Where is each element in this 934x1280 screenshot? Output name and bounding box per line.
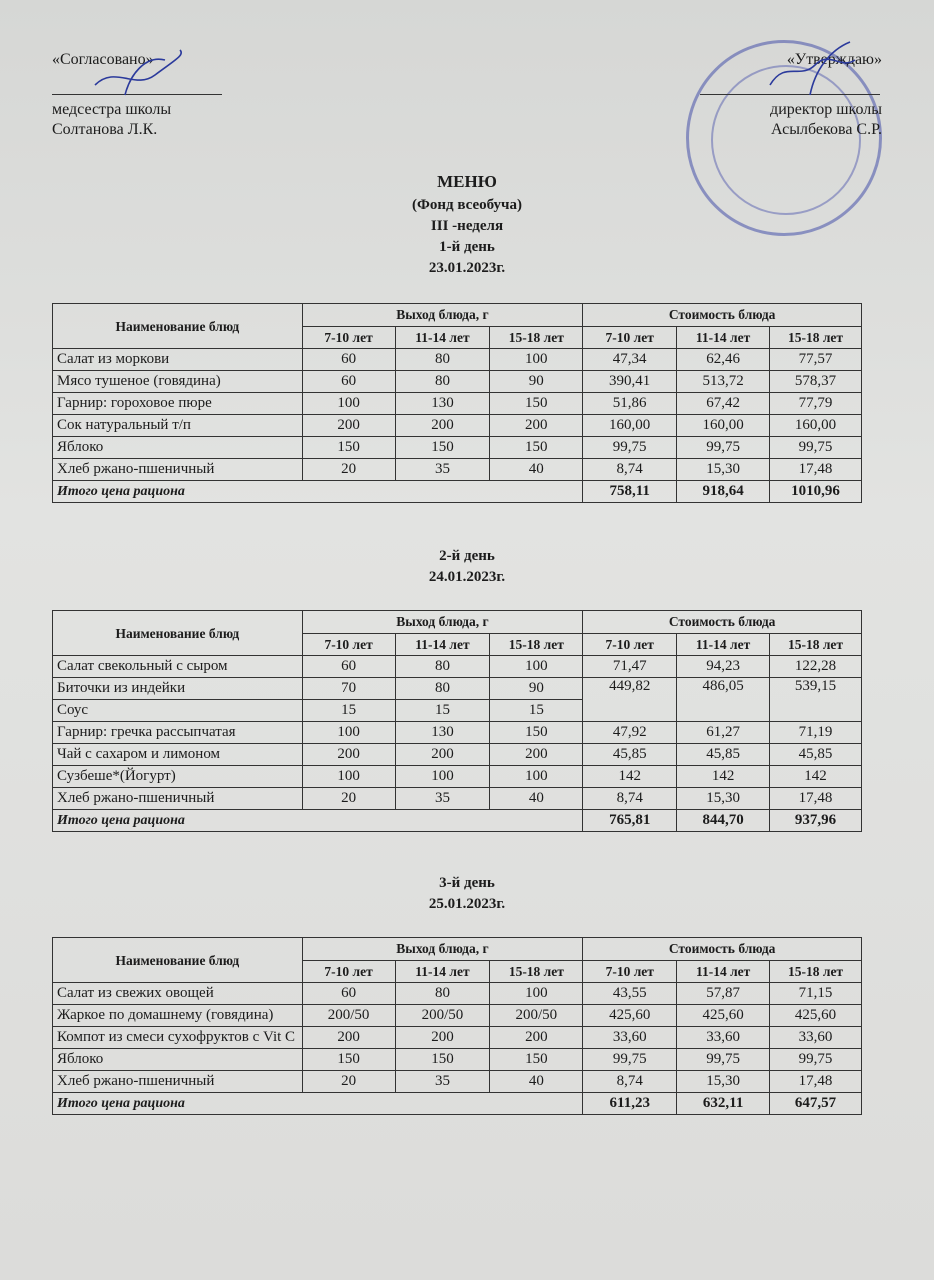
dish-name: Салат из свежих овощей bbox=[53, 983, 303, 1005]
yield-cell: 200 bbox=[302, 744, 395, 766]
cost-cell: 425,60 bbox=[770, 1005, 862, 1027]
yield-cell: 60 bbox=[302, 371, 395, 393]
week-label: III -неделя bbox=[430, 218, 504, 234]
yield-cell: 150 bbox=[490, 722, 583, 744]
dish-name: Яблоко bbox=[53, 437, 303, 459]
cost-cell: 142 bbox=[583, 766, 677, 788]
yield-cell: 80 bbox=[395, 656, 490, 678]
cost-cell: 8,74 bbox=[583, 788, 677, 810]
yield-header: Выход блюда, г bbox=[302, 611, 583, 634]
cost-header: Стоимость блюда bbox=[583, 611, 862, 634]
table-row bbox=[53, 678, 862, 700]
yield-cell: 20 bbox=[302, 1071, 395, 1093]
yield-cell: 200 bbox=[395, 415, 490, 437]
yield-cell: 60 bbox=[302, 656, 395, 678]
dish-name: Жаркое по домашнему (говядина) bbox=[53, 1005, 303, 1027]
yield-cell: 200 bbox=[490, 415, 583, 437]
cost-cell: 47,92 bbox=[583, 722, 677, 744]
yield-cell: 20 bbox=[302, 788, 395, 810]
cost-header: Стоимость блюда bbox=[583, 938, 862, 961]
yield-cell: 70 bbox=[302, 678, 395, 700]
menu-table-day-2 bbox=[52, 610, 862, 832]
cost-cell: 17,48 bbox=[770, 1071, 862, 1093]
dish-name: Чай с сахаром и лимоном bbox=[53, 744, 303, 766]
day-label: 2-й день bbox=[439, 548, 495, 564]
age-header: 11-14 лет bbox=[395, 633, 490, 656]
table-row bbox=[53, 459, 862, 481]
table-row bbox=[53, 722, 862, 744]
dish-name: Компот из смеси сухофруктов с Vit C bbox=[53, 1027, 303, 1049]
yield-cell: 200 bbox=[302, 1027, 395, 1049]
dish-header: Наименование блюд bbox=[53, 304, 303, 349]
table-row bbox=[53, 1049, 862, 1071]
yield-cell: 35 bbox=[395, 788, 490, 810]
cost-cell: 45,85 bbox=[770, 744, 862, 766]
yield-header: Выход блюда, г bbox=[302, 938, 583, 961]
cost-cell: 513,72 bbox=[677, 371, 770, 393]
cost-cell: 160,00 bbox=[677, 415, 770, 437]
yield-cell: 100 bbox=[302, 722, 395, 744]
total-cost: 918,64 bbox=[677, 481, 770, 503]
yield-cell: 200/50 bbox=[395, 1005, 490, 1027]
signature-nurse bbox=[85, 45, 195, 105]
cost-cell: 142 bbox=[770, 766, 862, 788]
yield-cell: 100 bbox=[395, 766, 490, 788]
cost-cell: 62,46 bbox=[677, 349, 770, 371]
table-row bbox=[53, 349, 862, 371]
total-cost: 765,81 bbox=[583, 810, 677, 832]
cost-cell: 43,55 bbox=[583, 983, 677, 1005]
yield-cell: 40 bbox=[490, 788, 583, 810]
total-label: Итого цена рациона bbox=[53, 810, 583, 832]
age-header: 15-18 лет bbox=[490, 960, 583, 983]
cost-cell: 33,60 bbox=[583, 1027, 677, 1049]
cost-cell: 449,82 bbox=[583, 678, 677, 722]
yield-cell: 150 bbox=[490, 1049, 583, 1071]
cost-cell: 99,75 bbox=[677, 1049, 770, 1071]
yield-cell: 100 bbox=[302, 766, 395, 788]
yield-cell: 200/50 bbox=[490, 1005, 583, 1027]
menu-table-day-1 bbox=[52, 303, 862, 503]
yield-cell: 150 bbox=[490, 393, 583, 415]
yield-cell: 100 bbox=[490, 766, 583, 788]
table-row bbox=[53, 656, 862, 678]
yield-cell: 100 bbox=[490, 349, 583, 371]
total-cost: 844,70 bbox=[677, 810, 770, 832]
total-cost: 758,11 bbox=[583, 481, 677, 503]
cost-cell: 17,48 bbox=[770, 788, 862, 810]
yield-cell: 35 bbox=[395, 1071, 490, 1093]
dish-name: Сузбеше*(Йогурт) bbox=[53, 766, 303, 788]
cost-cell: 99,75 bbox=[583, 437, 677, 459]
yield-cell: 90 bbox=[490, 678, 583, 700]
cost-cell: 61,27 bbox=[677, 722, 770, 744]
cost-cell: 94,23 bbox=[677, 656, 770, 678]
yield-cell: 200 bbox=[490, 744, 583, 766]
cost-header: Стоимость блюда bbox=[583, 304, 862, 327]
cost-cell: 45,85 bbox=[583, 744, 677, 766]
dish-name: Хлеб ржано-пшеничный bbox=[53, 788, 303, 810]
yield-cell: 80 bbox=[395, 983, 490, 1005]
cost-cell: 99,75 bbox=[770, 1049, 862, 1071]
yield-cell: 15 bbox=[395, 700, 490, 722]
nurse-name: Солтанова Л.К. bbox=[52, 121, 158, 138]
age-header: 7-10 лет bbox=[583, 960, 677, 983]
nurse-position: медсестра школы bbox=[52, 101, 172, 118]
total-cost: 632,11 bbox=[677, 1093, 770, 1115]
cost-cell: 578,37 bbox=[770, 371, 862, 393]
cost-cell: 15,30 bbox=[677, 459, 770, 481]
age-header: 7-10 лет bbox=[583, 326, 677, 349]
dish-name: Гарнир: гречка рассыпчатая bbox=[53, 722, 303, 744]
table-row bbox=[53, 1071, 862, 1093]
dish-name: Хлеб ржано-пшеничный bbox=[53, 459, 303, 481]
total-cost: 611,23 bbox=[583, 1093, 677, 1115]
yield-cell: 60 bbox=[302, 983, 395, 1005]
table-row bbox=[53, 983, 862, 1005]
cost-cell: 33,60 bbox=[770, 1027, 862, 1049]
day-date: 24.01.2023г. bbox=[428, 569, 506, 585]
yield-cell: 40 bbox=[490, 459, 583, 481]
yield-cell: 80 bbox=[395, 371, 490, 393]
yield-cell: 200 bbox=[395, 744, 490, 766]
cost-cell: 77,57 bbox=[770, 349, 862, 371]
yield-cell: 200 bbox=[395, 1027, 490, 1049]
cost-cell: 99,75 bbox=[677, 437, 770, 459]
cost-cell: 8,74 bbox=[583, 1071, 677, 1093]
dish-name: Сок натуральный т/п bbox=[53, 415, 303, 437]
cost-cell: 539,15 bbox=[770, 678, 862, 722]
total-label: Итого цена рациона bbox=[53, 481, 583, 503]
age-header: 11-14 лет bbox=[395, 326, 490, 349]
cost-cell: 45,85 bbox=[677, 744, 770, 766]
age-header: 7-10 лет bbox=[302, 633, 395, 656]
table-row bbox=[53, 766, 862, 788]
cost-cell: 15,30 bbox=[677, 1071, 770, 1093]
dish-name: Биточки из индейки bbox=[53, 678, 303, 700]
cost-cell: 99,75 bbox=[770, 437, 862, 459]
day-date: 25.01.2023г. bbox=[428, 896, 506, 912]
age-header: 11-14 лет bbox=[677, 960, 770, 983]
yield-cell: 130 bbox=[395, 722, 490, 744]
signature-director bbox=[760, 40, 870, 100]
yield-cell: 60 bbox=[302, 349, 395, 371]
table-row bbox=[53, 371, 862, 393]
yield-header: Выход блюда, г bbox=[302, 304, 583, 327]
yield-cell: 40 bbox=[490, 1071, 583, 1093]
age-header: 15-18 лет bbox=[770, 960, 862, 983]
yield-cell: 150 bbox=[395, 1049, 490, 1071]
cost-cell: 47,34 bbox=[583, 349, 677, 371]
cost-cell: 71,47 bbox=[583, 656, 677, 678]
yield-cell: 150 bbox=[302, 437, 395, 459]
age-header: 7-10 лет bbox=[583, 633, 677, 656]
day-date: 23.01.2023г. bbox=[428, 260, 506, 276]
cost-cell: 67,42 bbox=[677, 393, 770, 415]
yield-cell: 200 bbox=[302, 415, 395, 437]
dish-name: Салат из моркови bbox=[53, 349, 303, 371]
menu-table-day-3 bbox=[52, 937, 862, 1115]
total-row bbox=[53, 1093, 862, 1115]
cost-cell: 71,15 bbox=[770, 983, 862, 1005]
confirm-label: «Утверждаю» bbox=[786, 51, 882, 68]
table-row bbox=[53, 415, 862, 437]
day-label: 1-й день bbox=[439, 239, 495, 255]
dish-name: Яблоко bbox=[53, 1049, 303, 1071]
cost-cell: 57,87 bbox=[677, 983, 770, 1005]
age-header: 11-14 лет bbox=[677, 326, 770, 349]
director-name: Асылбекова С.Р. bbox=[771, 121, 882, 138]
director-position: директор школы bbox=[770, 101, 882, 118]
table-row bbox=[53, 1027, 862, 1049]
cost-cell: 390,41 bbox=[583, 371, 677, 393]
cost-cell: 17,48 bbox=[770, 459, 862, 481]
yield-cell: 20 bbox=[302, 459, 395, 481]
yield-cell: 15 bbox=[302, 700, 395, 722]
table-row bbox=[53, 393, 862, 415]
age-header: 11-14 лет bbox=[395, 960, 490, 983]
total-cost: 937,96 bbox=[770, 810, 862, 832]
total-label: Итого цена рациона bbox=[53, 1093, 583, 1115]
day-label: 3-й день bbox=[439, 875, 495, 891]
dish-name: Соус bbox=[53, 700, 303, 722]
cost-cell: 77,79 bbox=[770, 393, 862, 415]
approved-label: «Согласовано» bbox=[52, 51, 154, 68]
yield-cell: 200 bbox=[490, 1027, 583, 1049]
yield-cell: 15 bbox=[490, 700, 583, 722]
dish-name: Мясо тушеное (говядина) bbox=[53, 371, 303, 393]
table-row bbox=[53, 437, 862, 459]
yield-cell: 35 bbox=[395, 459, 490, 481]
total-row bbox=[53, 481, 862, 503]
cost-cell: 160,00 bbox=[770, 415, 862, 437]
age-header: 15-18 лет bbox=[770, 633, 862, 656]
cost-cell: 8,74 bbox=[583, 459, 677, 481]
cost-cell: 425,60 bbox=[677, 1005, 770, 1027]
age-header: 15-18 лет bbox=[490, 633, 583, 656]
yield-cell: 100 bbox=[490, 656, 583, 678]
yield-cell: 80 bbox=[395, 349, 490, 371]
dish-name: Хлеб ржано-пшеничный bbox=[53, 1071, 303, 1093]
age-header: 11-14 лет bbox=[677, 633, 770, 656]
age-header: 7-10 лет bbox=[302, 326, 395, 349]
cost-cell: 160,00 bbox=[583, 415, 677, 437]
cost-cell: 51,86 bbox=[583, 393, 677, 415]
yield-cell: 150 bbox=[395, 437, 490, 459]
table-row bbox=[53, 744, 862, 766]
yield-cell: 100 bbox=[302, 393, 395, 415]
fund-label: (Фонд всеобуча) bbox=[411, 197, 523, 213]
age-header: 15-18 лет bbox=[770, 326, 862, 349]
age-header: 15-18 лет bbox=[490, 326, 583, 349]
cost-cell: 33,60 bbox=[677, 1027, 770, 1049]
dish-header: Наименование блюд bbox=[53, 611, 303, 656]
cost-cell: 122,28 bbox=[770, 656, 862, 678]
cost-cell: 486,05 bbox=[677, 678, 770, 722]
total-cost: 1010,96 bbox=[770, 481, 862, 503]
cost-cell: 15,30 bbox=[677, 788, 770, 810]
table-row bbox=[53, 1005, 862, 1027]
cost-cell: 71,19 bbox=[770, 722, 862, 744]
cost-cell: 142 bbox=[677, 766, 770, 788]
dish-header: Наименование блюд bbox=[53, 938, 303, 983]
yield-cell: 90 bbox=[490, 371, 583, 393]
table-row bbox=[53, 788, 862, 810]
yield-cell: 100 bbox=[490, 983, 583, 1005]
cost-cell: 99,75 bbox=[583, 1049, 677, 1071]
yield-cell: 150 bbox=[302, 1049, 395, 1071]
dish-name: Салат свекольный с сыром bbox=[53, 656, 303, 678]
yield-cell: 200/50 bbox=[302, 1005, 395, 1027]
yield-cell: 80 bbox=[395, 678, 490, 700]
total-row bbox=[53, 810, 862, 832]
dish-name: Гарнир: гороховое пюре bbox=[53, 393, 303, 415]
age-header: 7-10 лет bbox=[302, 960, 395, 983]
cost-cell: 425,60 bbox=[583, 1005, 677, 1027]
total-cost: 647,57 bbox=[770, 1093, 862, 1115]
yield-cell: 150 bbox=[490, 437, 583, 459]
yield-cell: 130 bbox=[395, 393, 490, 415]
menu-title: МЕНЮ bbox=[437, 172, 497, 191]
